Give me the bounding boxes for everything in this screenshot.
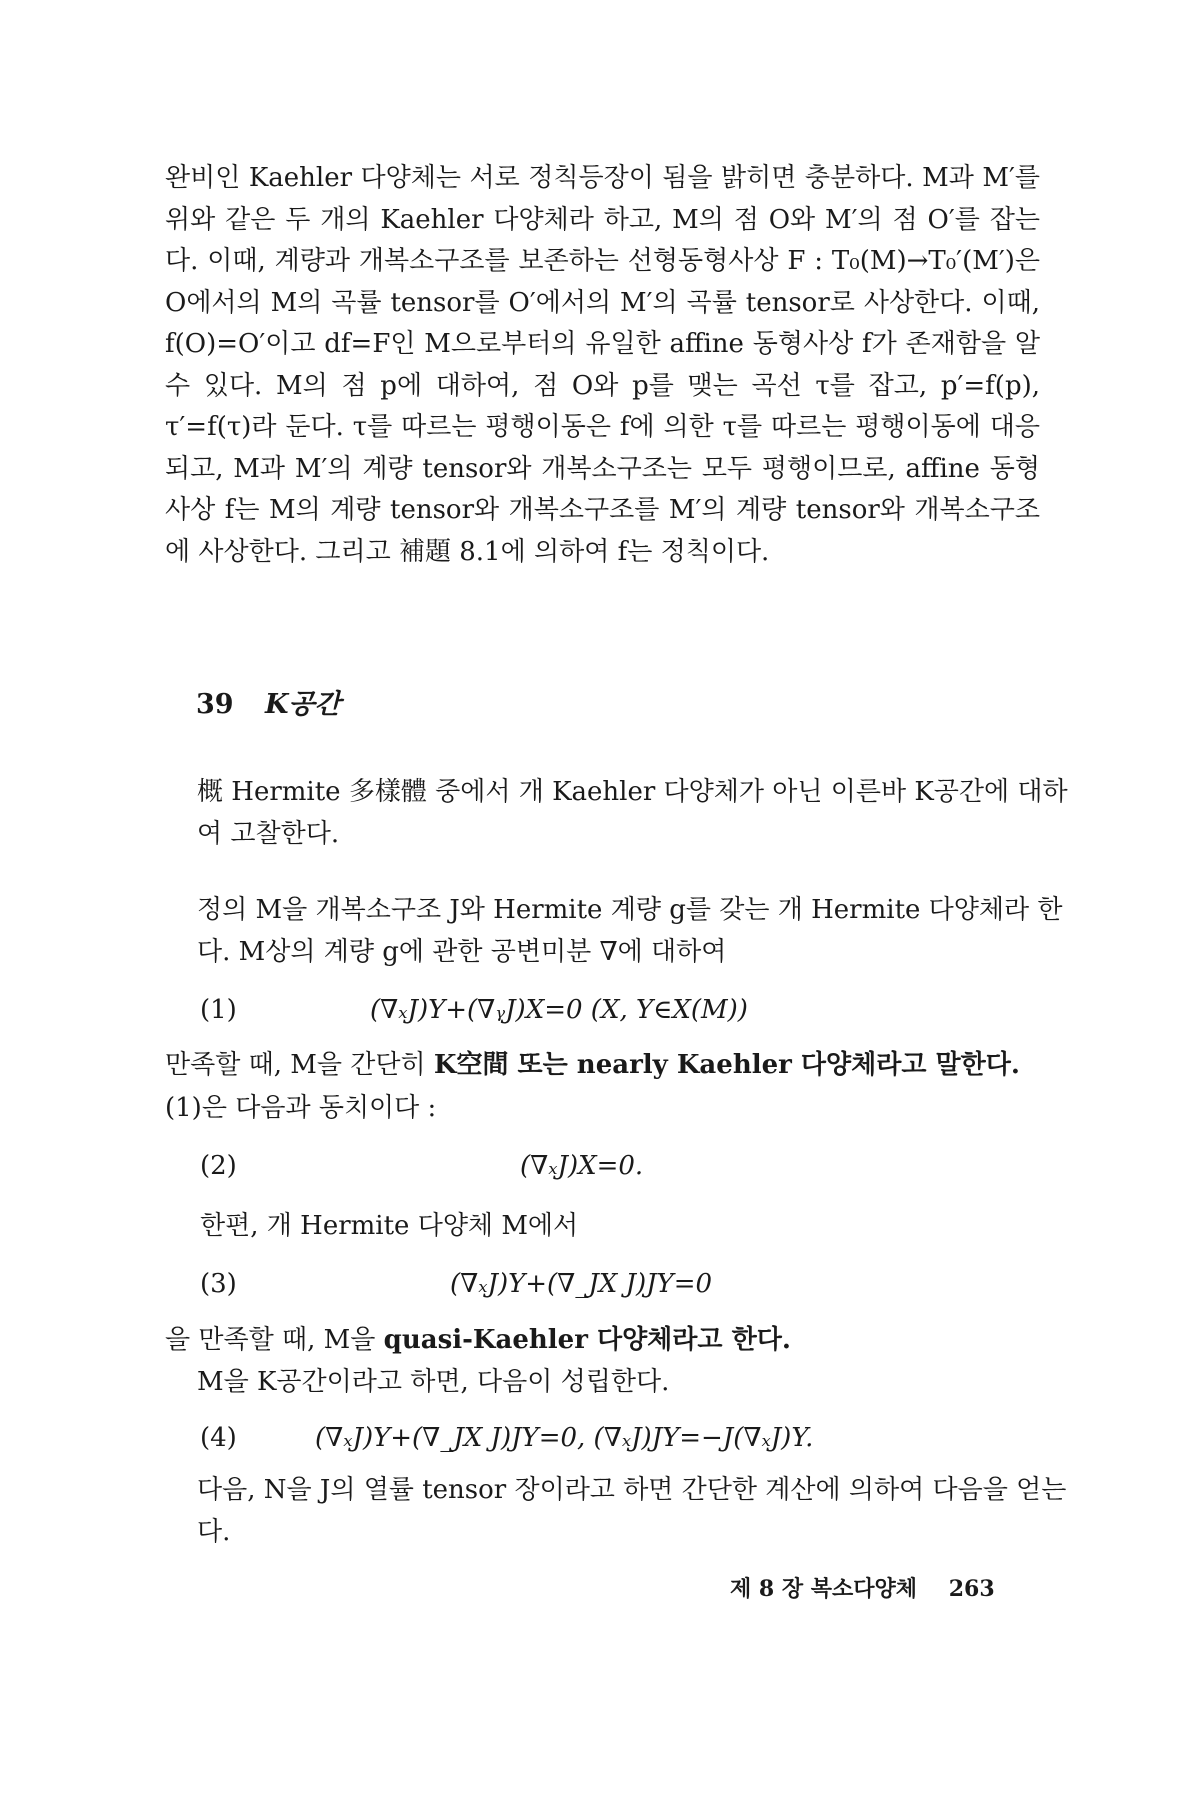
chapter-label: 제 8 장 복소다양체 [730, 1576, 918, 1602]
definition-paragraph: 정의 M을 개복소구조 J와 Hermite 계량 g를 갖는 개 Hermite 다양체라 한다. M상의 계량 g에 관한 공변미분 ∇에 대하여 [197, 895, 1063, 967]
line-text: 만족할 때, M을 간단히 [165, 1050, 434, 1080]
k-space-definition-line [165, 1045, 1040, 1087]
equation-3 [200, 1264, 1040, 1304]
k-space-term: K空間 또는 nearly Kaehler 다양체라고 말한다. [433, 1050, 1020, 1080]
equivalence-line: (1)은 다음과 동치이다 : [165, 1093, 437, 1123]
k-space-line: M을 K공간이라고 하면, 다음이 성립한다. [197, 1367, 670, 1397]
equation-number: (2) [200, 1151, 237, 1181]
equation-body: (∇ₓJ)Y+(∇ᵧJ)X=0 (X, Y∈X(M)) [370, 995, 748, 1025]
section-heading [196, 682, 341, 721]
equation-number: (3) [200, 1269, 237, 1299]
equation-number: (4) [200, 1423, 237, 1453]
equation-body: (∇ₓJ)Y+(∇_JX J)JY=0, (∇ₓJ)JY=−J(∇ₓJ)Y. [315, 1423, 814, 1453]
nijenhuis-paragraph: 다음, N을 J의 열률 tensor 장이라고 하면 간단한 계산에 의하여 다음을 얻는다. [197, 1475, 1067, 1547]
page-number: 263 [948, 1576, 995, 1602]
line-text: 을 만족할 때, M을 [165, 1325, 384, 1355]
meanwhile-line: 한편, 개 Hermite 다양체 M에서 [200, 1211, 579, 1241]
quasi-kaehler-line [165, 1320, 1040, 1362]
equation-1 [200, 990, 1040, 1030]
page-footer [730, 1572, 995, 1603]
section-number: 39 [196, 689, 234, 720]
quasi-kaehler-term: quasi-Kaehler 다양체라고 한다. [383, 1325, 791, 1355]
equation-2 [200, 1146, 1040, 1186]
equation-body: (∇ₓJ)Y+(∇_JX J)JY=0 [450, 1269, 713, 1299]
equation-body: (∇ₓJ)X=0. [520, 1151, 644, 1181]
overview-paragraph: 概 Hermite 多樣體 중에서 개 Kaehler 다양체가 아닌 이른바 K공간에 대하여 고찰한다. [197, 777, 1068, 849]
section-title: K공간 [264, 689, 341, 720]
intro-paragraph: 완비인 Kaehler 다양체는 서로 정칙등장이 됨을 밝히면 충분하다. M과 M′를 위와 같은 두 개의 Kaehler 다양체라 하고, M의 점 O와 M′의 점 O′를 잡는다. 이때, 계량과 개복소구조를 보존하는 선형동형사상 F : T₀(M)→T₀′(M′)은 O에서의 M의 곡률 tensor를 O′에서의 M′의 곡률 tensor로 사상한다. 이때, f(O)=O′이고 df=F인 M으로부터의 유일한 affine 동형사상 f가 존재함을 알 수 있다. M의 점 p에 대하여, 점 O와 p를 맺는 곡선 τ를 잡고, p′=f(p), τ′=f(τ)라 둔다. τ를 따르는 평행이동은 f에 의한 τ를 따르는 평행이동에 대응되고, M과 M′의 계량 tensor와 개복소구조는 모두 평행이므로, affine 동형사상 f는 M의 계량 tensor와 개복소구조를 M′의 계량 tensor와 개복소구조에 사상한다. 그리고 補題 8.1에 의하여 f는 정칙이다. [165, 163, 1040, 567]
equation-number: (1) [200, 995, 237, 1025]
equation-4 [200, 1418, 1040, 1458]
